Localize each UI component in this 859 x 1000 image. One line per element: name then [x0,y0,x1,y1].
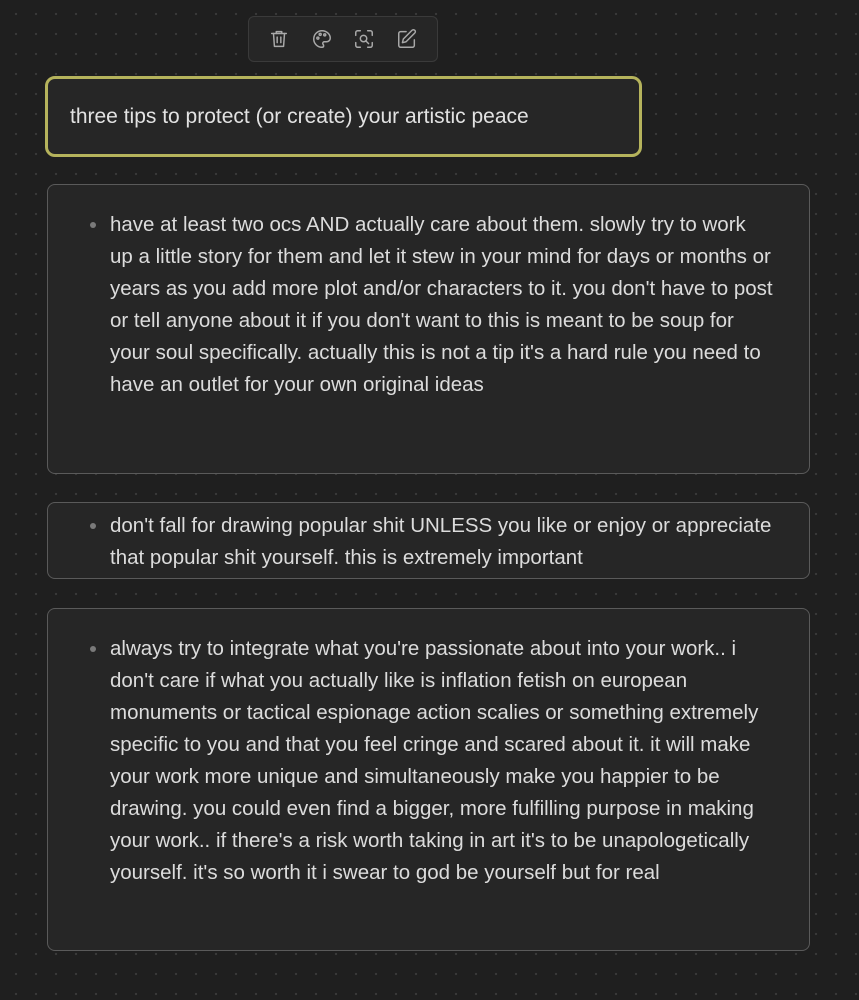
note-card-3[interactable] [47,608,810,951]
color-button[interactable] [306,23,338,55]
bullet-dot [90,222,96,228]
edit-icon [396,28,418,50]
zoom-to-fit-button[interactable] [348,23,380,55]
title-card[interactable] [45,76,642,157]
palette-icon [311,28,333,50]
note-card-2[interactable] [47,502,810,579]
bullet-dot [90,646,96,652]
note-text: always try to integrate what you're passionate about into your work.. i don't care if what you actually like is inflation fetish on european monuments or tactical espionage action scalies or something extremely specific to you and that you feel cringe and scared about it. it will make your work more unique and simultaneously make you happier to be drawing. you could even find a bigger, more fulfilling purpose in making your work.. if there's a risk worth taking in art it's to be unapologetically yourself. it's so worth it i swear to god be yourself but for real [110,637,759,884]
bullet-dot [90,523,96,529]
edit-button[interactable] [391,23,423,55]
delete-button[interactable] [263,23,295,55]
note-text: have at least two ocs AND actually care about them. slowly try to work up a little story for them and let it stew in your mind for days or months or years as you add more plot and/or characters to it. you don't have to post or tell anyone about it if you don't want to this is meant to be soup for your soul specifically. actually this is not a tip it's a hard rule you need to have an outlet for your own original ideas [110,213,773,396]
note-card-1[interactable] [47,184,810,474]
list-item [110,609,773,889]
list-item [110,185,773,401]
zoom-to-fit-icon [353,28,375,50]
note-text: don't fall for drawing popular shit UNLESS you like or enjoy or appreciate that popular shit yourself. this is extremely important [110,514,772,569]
list-item [110,503,773,574]
trash-icon [268,28,290,50]
card-toolbar [248,16,438,62]
title-text: three tips to protect (or create) your artistic peace [70,104,529,128]
